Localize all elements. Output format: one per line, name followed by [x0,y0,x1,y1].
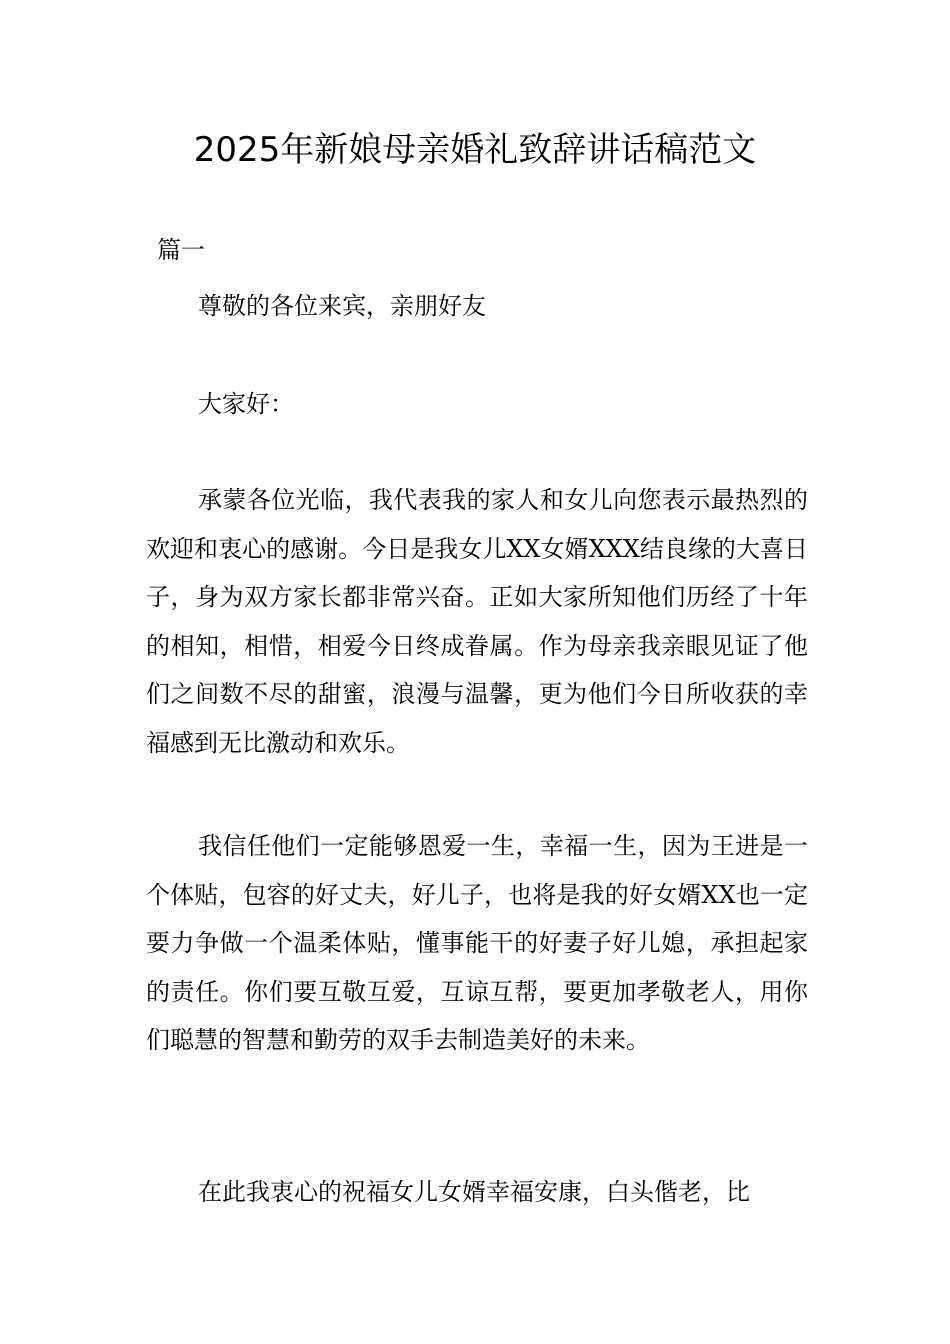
paragraph-salutation: 尊敬的各位来宾，亲朋好友 [198,292,486,320]
paragraph-welcome: 承蒙各位光临，我代表我的家人和女儿向您表示最热烈的欢迎和衷心的感谢。今日是我女儿XX女婿XXX结良缘的大喜日子，身为双方家长都非常兴奋。正如大家所知他们历经了十年的相知，相惜，相爱今日终成眷属。作为母亲我亲眼见证了他们之间数不尽的甜蜜，浪漫与温馨，更为他们今日所收获的幸福感到无比激动和欢乐。 [146,486,808,757]
paragraph-closing: 在此我衷心的祝福女儿女婿幸福安康，白头偕老，比 [198,1178,750,1206]
document-title: 2025年新娘母亲婚礼致辞讲话稿范文 [193,130,757,170]
paragraph-greeting: 大家好： [198,390,294,418]
paragraph-blessing: 我信任他们一定能够恩爱一生，幸福一生，因为王进是一个体贴，包容的好丈夫，好儿子，也将是我的好女婿XX也一定要力争做一个温柔体贴，懂事能干的好妻子好儿媳，承担起家的责任。你们要互敬互爱，互谅互帮，要更加孝敬老人，用你们聪慧的智慧和勤劳的双手去制造美好的未来。 [146,832,808,1054]
section-label: 篇一 [157,236,205,264]
